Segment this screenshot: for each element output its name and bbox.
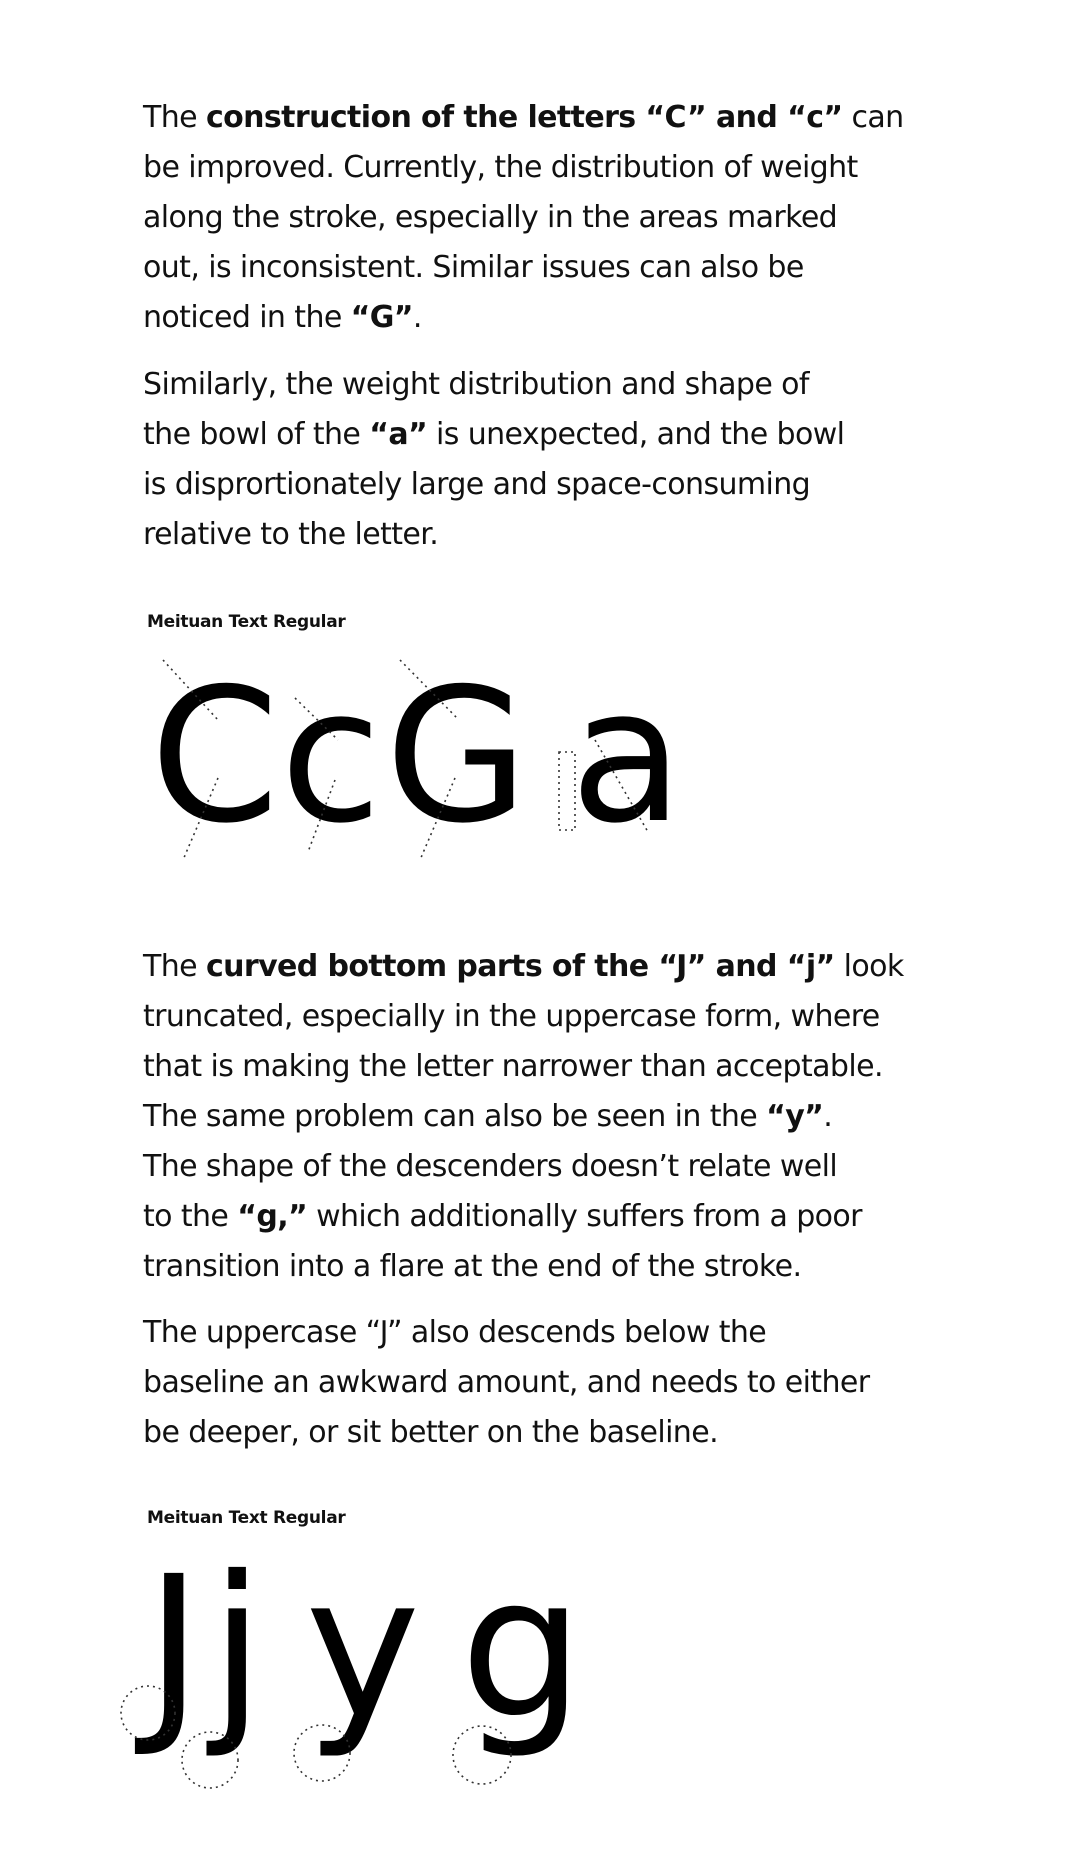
specimen-ccga-svg [0, 640, 1080, 880]
glyph-y: y [305, 1545, 421, 1761]
glyph-g: g [460, 1545, 584, 1761]
font-caption: Meituan Text Regular [147, 612, 346, 632]
emphasis-curved-bottoms: curved bottom parts of the “J” and “j” [205, 949, 835, 984]
paragraph-construction-c: The construction of the letters “C” and “c” can be improved. Currently, the distribution of weight along the stroke, especially in the areas marked out, is inconsistent. Similar issues can also be noticed in the “G”. [143, 100, 904, 335]
specimen-ccga [0, 640, 1080, 880]
specimen-jjyg [0, 1545, 1080, 1805]
font-caption: Meituan Text Regular [147, 1508, 346, 1528]
paragraph-bowl-a: Similarly, the weight distribution and shape of the bowl of the “a” is unexpected, and the bowl is disprortionately large and space-consuming relative to the letter. [143, 367, 845, 552]
emphasis-a: “a” [369, 417, 428, 452]
paragraph-uppercase-J: The uppercase “J” also descends below the baseline an awkward amount, and needs to either be deeper, or sit better on the baseline. [143, 1315, 870, 1450]
glyph-a: a [570, 648, 684, 864]
emphasis-y: “y” [766, 1099, 824, 1134]
glyph-j: j [210, 1545, 265, 1761]
emphasis-g: “g,” [237, 1199, 308, 1234]
emphasis-construction: construction of the letters “C” and “c” [205, 100, 843, 135]
glyph-J: J [145, 1545, 203, 1761]
glyph-C: C [150, 648, 280, 864]
paragraph-curved-bottoms: The curved bottom parts of the “J” and “j” look truncated, especially in the uppercase form, where that is making the letter narrower than acceptable. The same problem can also be seen in the “y”. The shape of the descenders doesn’t relate well to the “g,” which additionally suffers from a poor transition into a flare at the end of the stroke. [143, 949, 904, 1284]
specimen-jjyg-svg [0, 1545, 1080, 1805]
glyph-c: c [280, 648, 382, 864]
emphasis-G: “G” [350, 300, 413, 335]
glyph-G: G [385, 648, 529, 864]
